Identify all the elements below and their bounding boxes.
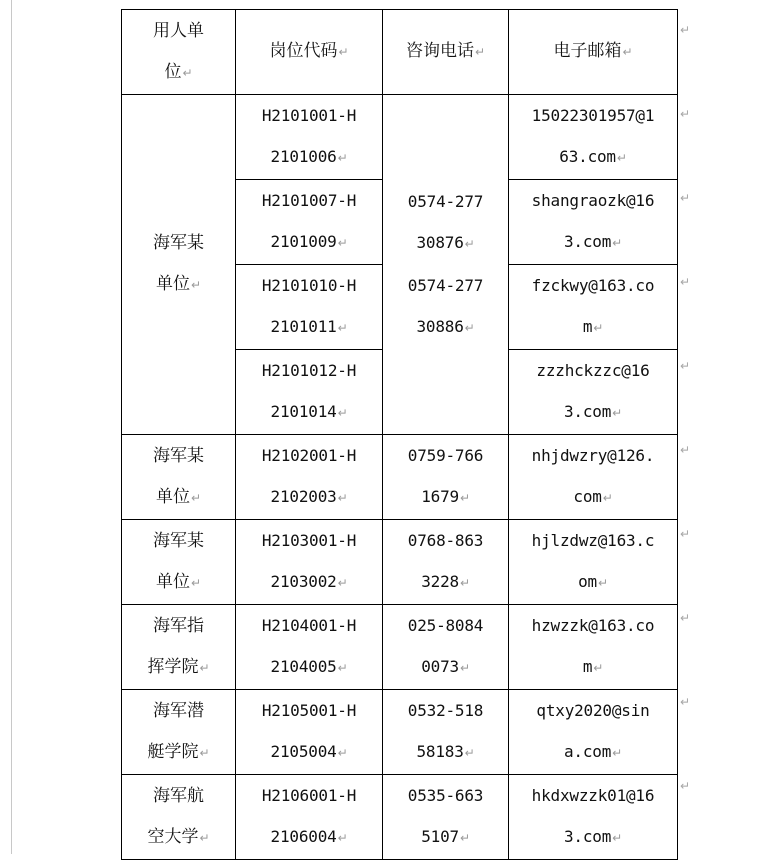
table-row bbox=[122, 690, 678, 775]
unit-cell: 海军航 空大学↵ bbox=[122, 775, 236, 860]
email-cell: hjlzdwz@163.c om↵ bbox=[509, 520, 678, 605]
unit-cell: 海军潜 艇学院↵ bbox=[122, 690, 236, 775]
email-cell: zzzhckzzc@16 3.com↵ bbox=[509, 350, 678, 435]
header-phone: 咨询电话↵ bbox=[383, 10, 509, 95]
unit-cell: 海军某 单位↵ bbox=[122, 435, 236, 520]
position-code-cell: H2103001-H 2103002↵ bbox=[236, 520, 383, 605]
header-email: 电子邮箱↵ bbox=[509, 10, 678, 95]
position-code-cell: H2101007-H 2101009↵ bbox=[236, 180, 383, 265]
table-row bbox=[122, 605, 678, 690]
unit-cell: 海军指 挥学院↵ bbox=[122, 605, 236, 690]
phone-cell: 0768-863 3228↵ bbox=[383, 520, 509, 605]
phone-cell: 0535-663 5107↵ bbox=[383, 775, 509, 860]
position-code-cell: H2104001-H 2104005↵ bbox=[236, 605, 383, 690]
row-end-mark: ↵ bbox=[679, 23, 691, 37]
row-end-mark: ↵ bbox=[679, 611, 691, 625]
email-cell: nhjdwzry@126. com↵ bbox=[509, 435, 678, 520]
unit-cell: 海军某 单位↵ bbox=[122, 95, 236, 435]
table-row bbox=[122, 95, 678, 180]
row-end-mark: ↵ bbox=[679, 695, 691, 709]
row-end-mark: ↵ bbox=[679, 275, 691, 289]
row-end-mark: ↵ bbox=[679, 359, 691, 373]
phone-cell: 025-8084 0073↵ bbox=[383, 605, 509, 690]
position-code-cell: H2102001-H 2102003↵ bbox=[236, 435, 383, 520]
header-unit: 用人单 位↵ bbox=[122, 10, 236, 95]
position-code-cell: H2101010-H 2101011↵ bbox=[236, 265, 383, 350]
email-cell: hzwzzk@163.co m↵ bbox=[509, 605, 678, 690]
recruitment-contact-table bbox=[121, 9, 678, 860]
unit-cell: 海军某 单位↵ bbox=[122, 520, 236, 605]
position-code-cell: H2101012-H 2101014↵ bbox=[236, 350, 383, 435]
row-end-mark: ↵ bbox=[679, 191, 691, 205]
email-cell: shangraozk@16 3.com↵ bbox=[509, 180, 678, 265]
phone-cell: 0574-277 30876↵ 0574-277 30886↵ bbox=[383, 95, 509, 435]
page-margin-line bbox=[11, 0, 12, 854]
row-end-mark: ↵ bbox=[679, 527, 691, 541]
header-row bbox=[122, 10, 678, 95]
position-code-cell: H2106001-H 2106004↵ bbox=[236, 775, 383, 860]
row-end-mark: ↵ bbox=[679, 779, 691, 793]
table-row bbox=[122, 520, 678, 605]
email-cell: hkdxwzzk01@16 3.com↵ bbox=[509, 775, 678, 860]
table-row bbox=[122, 435, 678, 520]
row-end-mark: ↵ bbox=[679, 443, 691, 457]
phone-cell: 0759-766 1679↵ bbox=[383, 435, 509, 520]
position-code-cell: H2101001-H 2101006↵ bbox=[236, 95, 383, 180]
email-cell: fzckwy@163.co m↵ bbox=[509, 265, 678, 350]
email-cell: 15022301957@1 63.com↵ bbox=[509, 95, 678, 180]
row-end-mark: ↵ bbox=[679, 107, 691, 121]
position-code-cell: H2105001-H 2105004↵ bbox=[236, 690, 383, 775]
table-row bbox=[122, 775, 678, 860]
email-cell: qtxy2020@sin a.com↵ bbox=[509, 690, 678, 775]
header-position-code: 岗位代码↵ bbox=[236, 10, 383, 95]
phone-cell: 0532-518 58183↵ bbox=[383, 690, 509, 775]
